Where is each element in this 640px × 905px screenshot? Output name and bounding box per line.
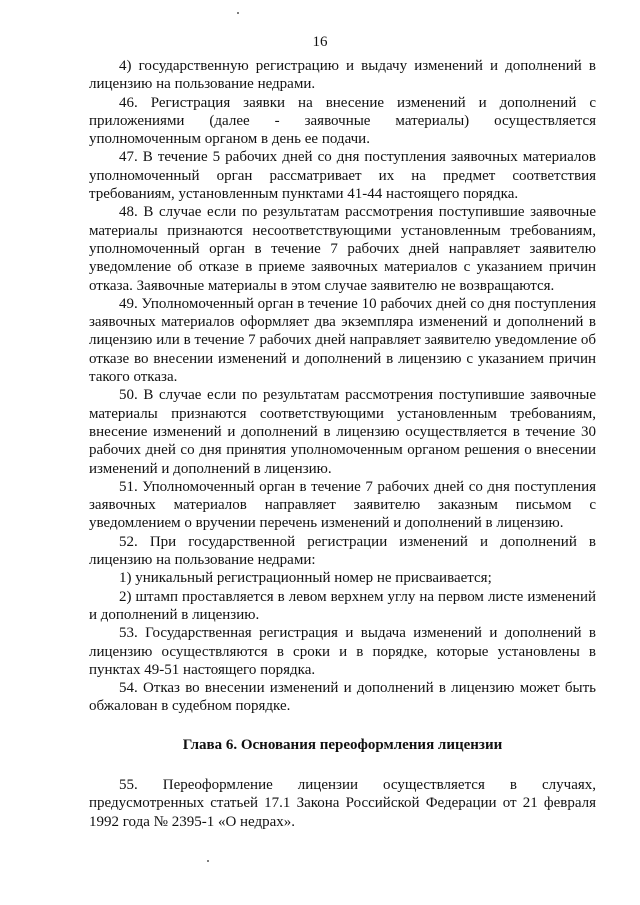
paragraph-52: 52. При государственной регистрации изменений и дополнений в лицензию на пользование недрами:: [89, 533, 596, 569]
paragraph-47: 47. В течение 5 рабочих дней со дня поступления заявочных материалов уполномоченный орган рассматривает их на предмет соответствия требованиям, установленным пунктами 41-44 настоящего порядка.: [89, 149, 596, 203]
page-number: 16: [312, 34, 328, 50]
paragraph-51: 51. Уполномоченный орган в течение 7 рабочих дней со дня поступления заявочных материалов направляет заявителю заказным письмом с уведомлением о вручении перечень изменений и дополнений в лицензию.: [89, 478, 596, 532]
paragraph-55: 55. Переоформление лицензии осуществляется в случаях, предусмотренных статьей 17.1 Закона Российской Федерации от 21 февраля 1992 года № 2395-1 «О недрах».: [89, 776, 596, 830]
document-body: [89, 57, 596, 831]
paragraph-46: 46. Регистрация заявки на внесение изменений и дополнений с приложениями (далее - заявочные материалы) осуществляется уполномоченным органом в день ее подачи.: [89, 94, 596, 148]
scan-speck: [207, 860, 209, 862]
scan-speck: [237, 12, 239, 14]
paragraph-52-item-2: 2) штамп проставляется в левом верхнем углу на первом листе изменений и дополнений в лицензию.: [89, 588, 596, 623]
paragraph-50: 50. В случае если по результатам рассмотрения поступившие заявочные материалы признаются соответствующими установленным требованиям, внесение изменений и дополнений в лицензию осуществляется в течение 30 рабочих дней со дня принятия уполномоченным органом решения о внесении изменений и дополнений в лицензию.: [89, 387, 596, 477]
paragraph-52-item-1: 1) уникальный регистрационный номер не присваивается;: [119, 570, 492, 587]
chapter-title: Глава 6. Основания переоформления лицензии: [182, 736, 503, 753]
paragraph-48: 48. В случае если по результатам рассмотрения поступившие заявочные материалы признаются несоответствующими установленным требованиям, уполномоченный орган в течение 7 рабочих дней направляет заявителю уведомление об отказе в приеме заявочных материалов с указанием причин отказа. Заявочные материалы в этом случае заявителю не возвращаются.: [89, 204, 596, 294]
paragraph-item-4: 4) государственную регистрацию и выдачу изменений и дополнений в лицензию на пользование недрами.: [89, 58, 596, 93]
paragraph-53: 53. Государственная регистрация и выдача изменений и дополнений в лицензию осуществляются в сроки и в порядке, которые установлены в пунктах 49-51 настоящего порядка.: [89, 625, 596, 678]
paragraph-49: 49. Уполномоченный орган в течение 10 рабочих дней со дня поступления заявочных материалов оформляет два экземпляра изменений и дополнений в лицензию или в течение 7 рабочих дней направляет заявителю уведомление об отказе во внесении изменений и дополнений в лицензию с указанием причин такого отказа.: [89, 295, 596, 386]
paragraph-54: 54. Отказ во внесении изменений и дополнений в лицензию может быть обжалован в судебном порядке.: [89, 680, 596, 715]
